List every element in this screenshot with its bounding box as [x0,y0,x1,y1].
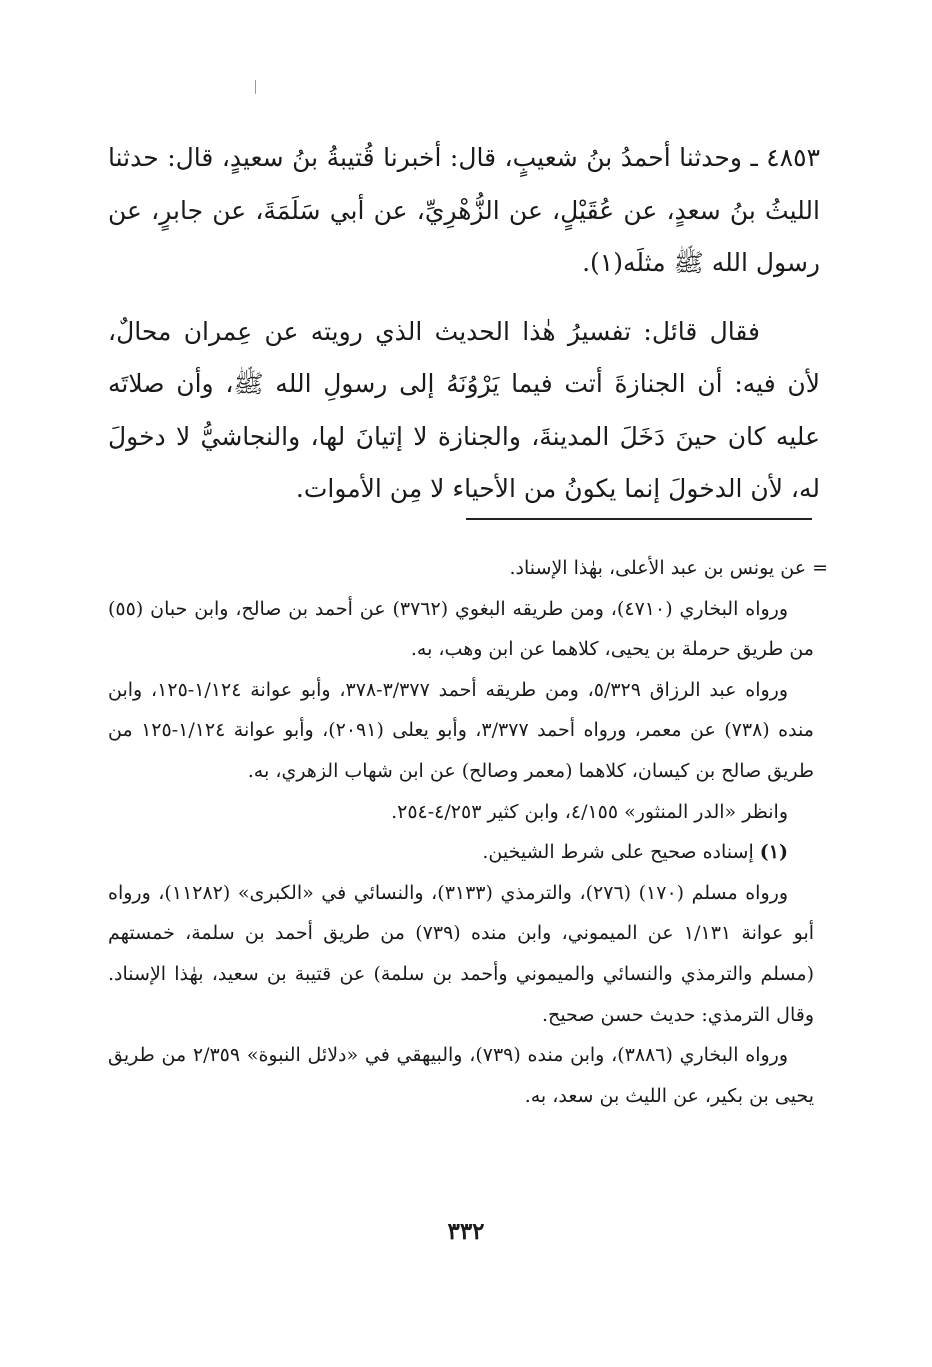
footnotes-block [108,548,828,1116]
main-text-block [108,132,820,516]
hadith-paragraph: ٤٨٥٣ ـ وحدثنا أحمدُ بنُ شعيبٍ، قال: أخبرنا قُتيبةُ بنُ سعيدٍ، قال: حدثنا الليثُ بنُ سعدٍ، عن عُقَيْلٍ، عن الزُّهْرِيِّ، عن أبي سَلَمَةَ، عن جابرٍ، عن رسول الله ﷺ مثلَه(١). [108,143,820,277]
footnote-bukhari-2: ورواه البخاري (٣٨٨٦)، وابن منده (٧٣٩)، والبيهقي في «دلائل النبوة» ٢/٣٥٩ من طريق يحيى بن بكير، عن الليث بن سعد، به. [108,1044,814,1107]
footnote-1 [108,832,814,873]
footnote-1-label: (١) [759,841,788,864]
scan-mark [255,80,256,94]
footnote-abdurrazzaq: ورواه عبد الرزاق ٥/٣٢٩، ومن طريقه أحمد ٣/٣٧٧-٣٧٨، وأبو عوانة ١/١٢٤-١٢٥، وابن منده (٧٣٨) عن معمر، ورواه أحمد ٣/٣٧٧، وأبو يعلى (٢٠٩١)، وأبو عوانة ١/١٢٤-١٢٥ من طريق صالح بن كيسان، كلاهما (معمر وصالح) عن ابن شهاب الزهري، به. [108,678,814,782]
commentary-paragraph: فقال قائل: تفسيرُ هٰذا الحديث الذي رويته عن عِمران محالٌ، لأن فيه: أن الجنازةَ أتت فيما يَرْوُنَهُ إلى رسولِ الله ﷺ، وأن صلاتَه عليه كان حينَ دَخَلَ المدينةَ، والجنازة لا إتيانَ لها، والنجاشيُّ لا دخولَ له، لأن الدخولَ إنما يكونُ من الأحياء لا مِن الأموات. [108,316,820,503]
page-number: ٣٣٢ [447,1218,485,1245]
footnote-1-text: إسناده صحيح على شرط الشيخين. [482,841,754,864]
footnote-muslim: ورواه مسلم (١٧٠) (٢٧٦)، والترمذي (٣١٣٣)، والنسائي في «الكبرى» (١١٢٨٢)، ورواه أبو عوانة ١/١٣١ عن الميموني، وابن منده (٧٣٩) من طريق أحمد بن سلمة، خمستهم (مسلم والترمذي والنسائي والميموني وأحمد بن سلمة) عن قتيبة بن سعيد، بهٰذا الإسناد. وقال الترمذي: حديث حسن صحيح. [108,881,815,1026]
footnote-divider [466,518,812,520]
footnote-continuation: = عن يونس بن عبد الأعلى، بهٰذا الإسناد. [509,557,828,579]
footnote-bukhari: ورواه البخاري (٤٧١٠)، ومن طريقه البغوي (٣٧٦٢) عن أحمد بن صالح، وابن حبان (٥٥) من طريق حرملة بن يحيى، كلاهما عن ابن وهب، به. [108,597,814,661]
footnote-durr-manthur: وانظر «الدر المنثور» ٤/١٥٥، وابن كثير ٤/٢٥٣-٢٥٤. [391,800,788,823]
